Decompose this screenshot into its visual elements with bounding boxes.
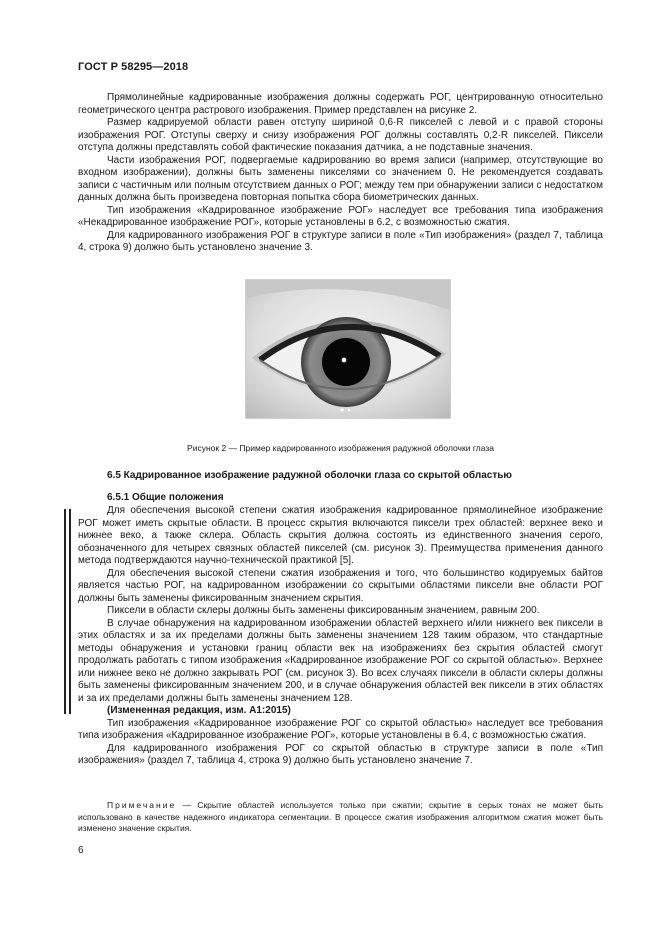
standard-header: ГОСТ Р 58295—2018 <box>78 61 189 73</box>
eye-image <box>246 280 450 418</box>
paragraph: Для обеспечения высокой степени сжатия изображения кадрированное прямолинейное изображение РОГ может иметь скрытые области. В процесс скрытия включаются пиксели трех областей: верхнее веко и нижнее веко, а также склера. Область скрытия должна состоять из единственного значения серого, обозначенного для четырех связных областей пикселей (см. рисунок 3). Преимущества применения данного метода подтверждаются научно-технической практикой [5]. <box>78 505 603 566</box>
highlight <box>342 358 347 363</box>
subsection-heading: 6.5.1 Общие положения <box>107 492 224 503</box>
paragraph: Пиксели в области склеры должны быть заменены фиксированным значением, равным 200. <box>107 605 540 616</box>
note-text: — Скрытие областей используется только при сжатии; скрытие в серых тонах не может быть использовано в качестве надежного индикатора сегментации. В процессе сжатия изображения алгоритмом сжатия может быть изменено значение скрытия. <box>78 800 603 833</box>
paragraph: Тип изображения «Кадрированное изображение РОГ со скрытой областью» наследует все требования типа изображения «Кадрированное изображение РОГ», которые установлены в 6.4, с возможностью сжатия. <box>78 717 603 741</box>
paragraph: Для обеспечения высокой степени сжатия изображения и того, что большинство кодируемых байтов является частью РОГ, на кадрированном изображении со скрытыми областями пиксели вне области РОГ должны быть заменены фиксированным значением скрытия. <box>78 567 603 604</box>
paragraph: Для кадрированного изображения РОГ в структуре записи в поле «Тип изображения» (раздел 7, таблица 4, строка 9) должно быть установлено значение 3. <box>78 229 603 253</box>
page-number: 6 <box>78 845 84 856</box>
paragraph: Части изображения РОГ, подвергаемые кадрированию во время записи (например, отсутствующие во входном изображении), должны быть заменены пикселями со значением 0. Не рекомендуется создавать записи с частичным или полным отсутствием данных о РОГ; между тем при обнаружении записи с недостатком данных должна быть произведена повторная попытка сбора биометрических данных. <box>78 154 603 203</box>
paragraph: Для кадрированного изображения РОГ со скрытой областью в структуре записи в поле «Тип изображения» (раздел 7, таблица 4, строка 9) должно быть установлено значение 7. <box>78 742 603 766</box>
section-heading: 6.5 Кадрированное изображение радужной оболочки глаза со скрытой областью <box>107 470 512 481</box>
note-paragraph <box>78 800 603 835</box>
iris-photo <box>245 279 451 419</box>
figure-caption: Рисунок 2 — Пример кадрированного изображения радужной оболочки глаза <box>187 443 494 453</box>
paragraph: Тип изображения «Кадрированное изображение РОГ» наследует все требования типа изображения «Некадрированное изображение РОГ», которые установлены в 6.2, с возможностью сжатия. <box>78 204 603 228</box>
paragraphs-intro <box>78 92 603 255</box>
paragraph: Прямолинейные кадрированные изображения должны содержать РОГ, центрированную относительно геометрического центра растрового изображения. Пример представлен на рисунке 2. <box>78 92 603 116</box>
revision-marker <box>64 509 72 714</box>
amendment-note: (Измененная редакция, изм. А1:2015) <box>107 705 291 716</box>
paragraph: В случае обнаружения на кадрированном изображении областей верхнего и/или нижнего век пиксели в этих областях и за их пределами должны быть заменены значением 128 таким образом, что стандартные методы обнаружения и установки границ области век на изображениях без скрытия областей смогут продолжать работать с типом изображения «Кадрированное изображение РОГ со скрытой областью». Верхнее или нижнее веко не должно закрывать РОГ (см. рисунок 3). Во всех случаях пиксели в области склеры должны быть заменены фиксированным значением 200, и в случае обнаружения областей век пиксели в этих областях и за их пределами должны быть заменены значением 128. <box>78 617 603 704</box>
paragraph: Размер кадрируемой области равен отступу шириной 0,6·R пикселей с левой и с правой стороны изображения РОГ. Отступы сверху и снизу изображения РОГ должны составлять 0,2·R пикселей. Пиксели отступа должны представлять собой фактические показания датчика, а не подставные значения. <box>78 117 603 153</box>
pupil <box>322 338 370 386</box>
paragraphs-6-5-1 <box>78 505 603 768</box>
note <box>78 800 603 835</box>
note-label: Примечание <box>107 800 177 810</box>
